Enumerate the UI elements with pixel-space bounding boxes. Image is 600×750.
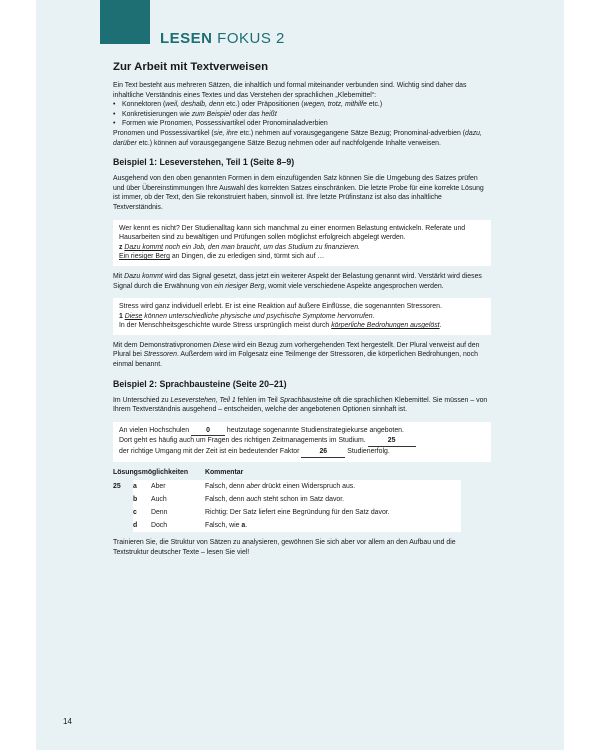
- header-bold: LESEN: [160, 30, 213, 47]
- gap-25: 25: [368, 436, 416, 447]
- list-item: • Konkretisierungen wie zum Beispiel oder das heißt: [122, 110, 491, 120]
- box-text: In der Menschheitsgeschichte wurde Stress ursprünglich meist durch körperliche Bedrohungen ausgelöst.: [119, 322, 442, 330]
- gap-0: 0: [191, 426, 225, 437]
- column-header: Kommentar: [205, 468, 244, 476]
- page-number: 14: [63, 717, 72, 726]
- table-row: b Auch Falsch, denn auch steht schon im Satz davor.: [113, 493, 461, 506]
- gap-text-box: [113, 422, 491, 462]
- example-box-1: [113, 220, 491, 266]
- pronoun-text: Pronomen und Possessivartikel (sie, ihre etc.) nehmen auf vorausgegangene Sätze Bezug; Pronominal-adverbien (dazu, darüber etc.) können auf vorausgegangene Sätze Bezug nehmen oder auf nachfolgende Inhalte verweisen.: [113, 129, 482, 147]
- content: [113, 61, 491, 557]
- section-title: Zur Arbeit mit Textverweisen: [113, 61, 269, 73]
- box-text: Dort geht es häufig auch um Fragen des richtigen Zeitmanagements im Studium. 25: [119, 436, 485, 447]
- box-text: Stress wird ganz individuell erlebt. Er ist eine Reaktion auf äußere Einflüsse, die sogenannten Stressoren.: [119, 303, 442, 311]
- box-text: 1 Diese können unterschiedliche physische und psychische Symptome hervorrufen.: [119, 312, 375, 320]
- header-tab: [100, 0, 150, 44]
- table-row: 25 a Aber Falsch, denn aber drückt einen Widerspruch aus.: [113, 480, 461, 493]
- beispiel1-end: Mit dem Demonstrativpronomen Diese wird ein Bezug zum vorhergehenden Text hergestellt. Der Plural verweist auf den Plural bei Stressoren. Außerdem wird im Folgesatz eine Teilmenge der Stressoren, die körperlichen Bedrohungen, noch einmal benannt.: [113, 341, 480, 369]
- box-text: Ein riesiger Berg an Dingen, die zu erledigen sind, türmt sich auf …: [119, 253, 325, 261]
- header-rest: FOKUS 2: [212, 30, 285, 47]
- list-item: • Konnektoren (weil, deshalb, denn etc.) oder Präpositionen (wegen, trotz, mithilfe etc.): [122, 100, 491, 110]
- box-text: z Dazu kommt noch ein Job, den man braucht, um das Studium zu finanzieren.: [119, 243, 360, 251]
- box-text: der richtige Umgang mit der Zeit ist ein bedeutender Faktor 26 Studienerfolg.: [119, 447, 485, 458]
- bullet-list: [113, 100, 491, 129]
- list-item: • Formen wie Pronomen, Possessivartikel oder Pronominaladverbien: [122, 119, 491, 129]
- beispiel2-text: Im Unterschied zu Leseverstehen, Teil 1 fehlen im Teil Sprachbausteine oft die sprachlichen Klebemittel. Sie müssen – von Ihrem Textverständnis ausgehend – entscheiden, welche der angebotenen Optionen sinnhaft ist.: [113, 396, 488, 414]
- beispiel1-text: Ausgehend von den oben genannten Formen in dem einzufügenden Satz können Sie die Umgebung des Satzes prüfen und über Übereinstimmungen Ihre Auswahl des korrekten Satzes einschränken. Die letzte Probe für eine korrekte Lösung ist immer, ob der Text, den Sie rekonstruiert haben, sinnvoll ist. Ihre letzte Prüfinstanz ist also das inhaltliche Textverständnis.: [113, 175, 484, 211]
- intro-text: Ein Text besteht aus mehreren Sätzen, die inhaltlich und formal miteinander verbunden sind. Wichtig sind daher das inhaltliche Verständnis eines Textes und das Verstehen der sprachlichen „Klebemittel“:: [113, 82, 467, 99]
- table-row: c Denn Richtig: Der Satz liefert eine Begründung für den Satz davor.: [113, 506, 461, 519]
- box-text: An vielen Hochschulen 0 heutzutage sogenannte Studienstrategiekurse angeboten.: [119, 426, 485, 437]
- gap-26: 26: [301, 447, 345, 458]
- column-header: Lösungsmöglichkeiten: [113, 468, 189, 476]
- table-row: d Doch Falsch, wie a.: [113, 519, 461, 532]
- beispiel2-title: Beispiel 2: Sprachbausteine (Seite 20–21): [113, 378, 287, 389]
- beispiel1-mid: Mit Dazu kommt wird das Signal gesetzt, dass jetzt ein weiterer Aspekt der Belastung genannt wird. Verstärkt wird dieses Signal durch die Erwähnung von ein riesiger Berg, womit viele verschiedene Aspekte angesprochen werden.: [113, 272, 482, 290]
- example-box-2: [113, 298, 491, 335]
- beispiel1-title: Beispiel 1: Leseverstehen, Teil 1 (Seite 8–9): [113, 157, 295, 168]
- final-text: Trainieren Sie, die Struktur von Sätzen zu analysieren, gewöhnen Sie sich aber vor allem an den Aufbau und die Textstruktur deutscher Texte – lesen Sie viel!: [113, 539, 456, 556]
- box-text: Wer kennt es nicht? Der Studienalltag kann sich manchmal zu einer enormen Belastung entwickeln. Referate und Hausarbeiten sind zu bewältigen und Prüfungen sollen möglichst erfolgreich abgelegt werden.: [119, 224, 466, 242]
- page-header: [160, 30, 285, 47]
- solution-table: [113, 468, 461, 533]
